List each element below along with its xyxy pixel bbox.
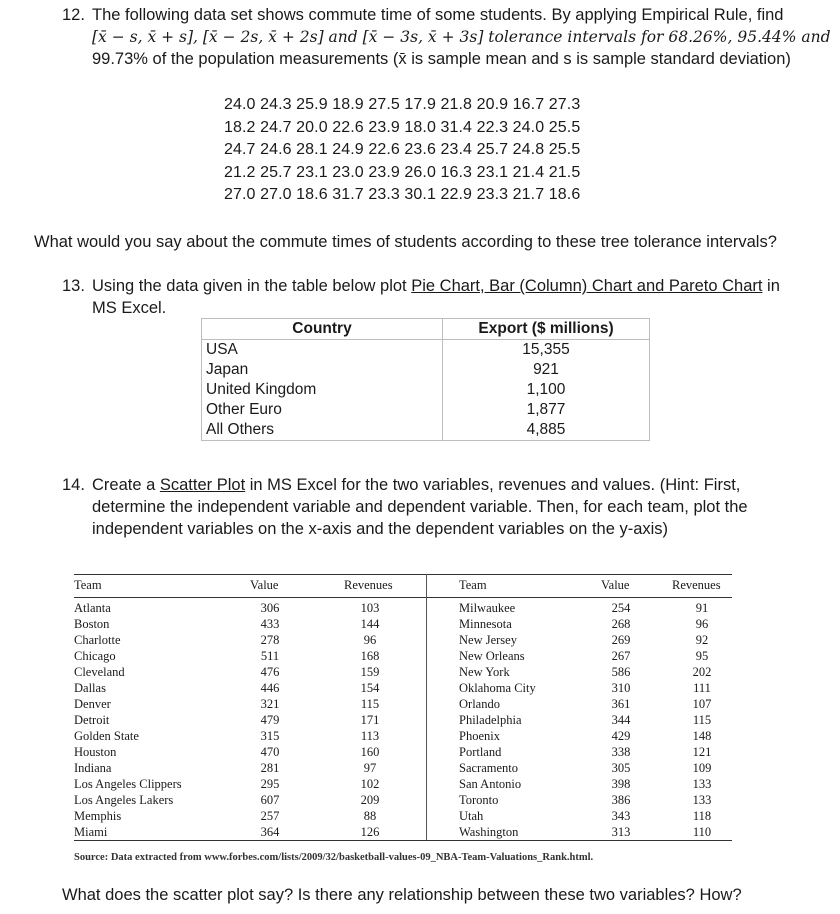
team-cell: Utah (459, 809, 484, 823)
team-cell: Orlando (459, 697, 500, 711)
q13-number: 13. (62, 277, 85, 295)
q13-text-before: Using the data given in the table below plot (92, 277, 412, 295)
q12-line1: The following data set shows commute time of some students. By applying Empirical Rule, find (92, 6, 784, 24)
commute-dataset (224, 94, 580, 207)
revenues-header: Revenues (344, 578, 393, 592)
table-bottom-rule (74, 840, 732, 841)
value-cell: 446 (260, 681, 280, 695)
value-cell: 361 (611, 697, 631, 711)
q14-text-before: Create a (92, 476, 160, 494)
value-cell: 344 (611, 713, 631, 727)
value-cell: 269 (611, 633, 631, 647)
revenue-cell: 92 (695, 633, 709, 647)
revenue-cell: 202 (692, 665, 712, 679)
revenue-cell: 171 (360, 713, 380, 727)
team-cell: Milwaukee (459, 601, 516, 615)
team-cell: Sacramento (459, 761, 519, 775)
q14-line1 (92, 474, 832, 496)
country-cell: USA (202, 340, 443, 361)
value-cell: 278 (260, 633, 280, 647)
q14-question: What does the scatter plot say? Is there any relationship between these two variables? How? (62, 886, 742, 904)
value-cell: 398 (611, 777, 631, 791)
value-cell: 470 (260, 745, 280, 759)
revenue-cell: 111 (693, 681, 711, 695)
dataset-row: 24.7 24.6 28.1 24.9 22.6 23.6 23.4 25.7 24.8 25.5 (224, 141, 581, 158)
revenue-cell: 144 (360, 617, 380, 631)
value-cell: 306 (260, 601, 280, 615)
dataset-row: 27.0 27.0 18.6 31.7 23.3 30.1 22.9 23.3 21.7 18.6 (224, 186, 581, 203)
table-row (202, 400, 650, 420)
revenue-cell: 88 (363, 809, 377, 823)
team-cell: Houston (74, 745, 117, 759)
left-revenue-column (342, 600, 398, 840)
revenue-cell: 96 (363, 633, 377, 647)
team-cell: Memphis (74, 809, 122, 823)
revenue-cell: 109 (692, 761, 712, 775)
dataset-row: 21.2 25.7 23.1 23.0 23.9 26.0 16.3 23.1 21.4 21.5 (224, 163, 581, 181)
q13-text-after: in (762, 277, 780, 295)
table-header-rule (74, 597, 732, 598)
revenue-cell: 118 (692, 809, 712, 823)
revenue-cell: 126 (360, 825, 380, 839)
q14-scatter-link[interactable]: Scatter Plot (159, 476, 246, 494)
team-cell: Phoenix (459, 729, 500, 743)
team-header: Team (459, 578, 487, 592)
revenue-cell: 154 (360, 681, 380, 695)
table-row (202, 380, 650, 400)
revenue-cell: 91 (695, 601, 709, 615)
revenue-cell: 121 (692, 745, 712, 759)
value-cell: 511 (260, 649, 280, 663)
q13-line1 (92, 275, 832, 297)
q12-line2 (92, 26, 832, 48)
export-cell: 1,100 (443, 380, 650, 400)
team-cell: Boston (74, 617, 110, 631)
country-header: Country (202, 319, 443, 340)
value-cell: 386 (611, 793, 631, 807)
country-cell: All Others (202, 420, 443, 441)
country-cell: Other Euro (202, 400, 443, 420)
team-cell: New Orleans (459, 649, 525, 663)
revenue-cell: 107 (692, 697, 712, 711)
value-cell: 476 (260, 665, 280, 679)
value-cell: 268 (611, 617, 631, 631)
team-cell: Minnesota (459, 617, 512, 631)
value-cell: 315 (260, 729, 280, 743)
team-cell: Charlotte (74, 633, 121, 647)
revenue-cell: 102 (360, 777, 380, 791)
dataset-row: 24.0 24.3 25.9 18.9 27.5 17.9 21.8 20.9 16.7 27.3 (224, 96, 581, 113)
left-value-column (250, 600, 290, 840)
value-cell: 267 (611, 649, 631, 663)
value-cell: 295 (260, 777, 280, 791)
country-export-table (201, 318, 650, 441)
revenue-cell: 160 (360, 745, 380, 759)
team-cell: New Jersey (459, 633, 517, 647)
value-cell: 321 (260, 697, 280, 711)
revenue-cell: 113 (360, 729, 380, 743)
value-cell: 364 (260, 825, 280, 839)
team-cell: Philadelphia (459, 713, 522, 727)
team-cell: Atlanta (74, 601, 111, 615)
value-cell: 254 (611, 601, 631, 615)
table-top-rule (74, 574, 732, 575)
q12-number: 12. (62, 6, 85, 24)
value-cell: 281 (260, 761, 280, 775)
team-cell: Indiana (74, 761, 112, 775)
left-team-column (74, 600, 244, 840)
table-divider (426, 574, 427, 840)
team-cell: Golden State (74, 729, 139, 743)
revenue-cell: 103 (360, 601, 380, 615)
revenue-cell: 97 (363, 761, 377, 775)
revenue-cell: 115 (360, 697, 380, 711)
table-row (202, 340, 650, 361)
country-cell: United Kingdom (202, 380, 443, 400)
team-cell: Portland (459, 745, 502, 759)
revenue-cell: 133 (692, 793, 712, 807)
value-cell: 343 (611, 809, 631, 823)
team-cell: Miami (74, 825, 108, 839)
q13-chart-link[interactable]: Pie Chart, Bar (Column) Chart and Pareto Chart (411, 277, 763, 295)
q12-intervals-text: [x̄ − s, x̄ + s], [x̄ − 2s, x̄ + 2s] and [x̄ − 3s, x̄ + 3s] tolerance intervals for 68.26%, 95.44% and (92, 28, 831, 46)
team-cell: Dallas (74, 681, 106, 695)
value-cell: 586 (611, 665, 631, 679)
team-cell: Denver (74, 697, 111, 711)
value-cell: 257 (260, 809, 280, 823)
team-header: Team (74, 578, 102, 592)
q13-line2: MS Excel. (92, 299, 167, 317)
revenue-cell: 115 (692, 713, 712, 727)
dataset-row: 18.2 24.7 20.0 22.6 23.9 18.0 31.4 22.3 24.0 25.5 (224, 118, 581, 136)
table-row (202, 360, 650, 380)
revenue-cell: 209 (360, 793, 380, 807)
team-cell: Washington (459, 825, 519, 839)
revenue-cell: 168 (360, 649, 380, 663)
value-cell: 310 (611, 681, 631, 695)
value-cell: 338 (611, 745, 631, 759)
table-row (202, 420, 650, 441)
country-cell: Japan (202, 360, 443, 380)
revenue-cell: 110 (692, 825, 712, 839)
q12-line3: 99.73% of the population measurements (x̄ is sample mean and s is sample standard deviation) (92, 50, 791, 68)
q14-line2: determine the independent variable and dependent variable. Then, for each team, plot the (92, 498, 748, 516)
team-cell: Detroit (74, 713, 110, 727)
right-revenue-column (672, 600, 732, 840)
team-cell: New York (459, 665, 510, 679)
revenue-cell: 96 (695, 617, 709, 631)
revenue-cell: 148 (692, 729, 712, 743)
q14-line3: independent variables on the x-axis and the dependent variables on the y-axis) (92, 520, 669, 538)
export-cell: 921 (443, 360, 650, 380)
revenues-header: Revenues (672, 578, 721, 592)
team-cell: Toronto (459, 793, 499, 807)
export-header: Export ($ millions) (443, 319, 650, 340)
value-cell: 313 (611, 825, 631, 839)
q14-number: 14. (62, 476, 85, 494)
revenue-cell: 133 (692, 777, 712, 791)
value-cell: 607 (260, 793, 280, 807)
revenue-cell: 95 (695, 649, 709, 663)
q12-question: What would you say about the commute times of students according to these tree tolerance intervals? (34, 233, 777, 251)
team-cell: Chicago (74, 649, 116, 663)
value-cell: 479 (260, 713, 280, 727)
export-cell: 1,877 (443, 400, 650, 420)
source-note: Source: Data extracted from www.forbes.com/lists/2009/32/basketball-values-09_NBA-Team-Valuations_Rank.html. (74, 852, 594, 863)
q14-text-after: in MS Excel for the two variables, revenues and values. (Hint: First, (245, 476, 741, 494)
value-header: Value (250, 578, 279, 592)
export-cell: 4,885 (443, 420, 650, 441)
value-cell: 429 (611, 729, 631, 743)
team-cell: San Antonio (459, 777, 522, 791)
team-cell: Los Angeles Lakers (74, 793, 174, 807)
team-cell: Cleveland (74, 665, 125, 679)
value-header: Value (601, 578, 630, 592)
team-cell: Los Angeles Clippers (74, 777, 182, 791)
right-team-column (459, 600, 589, 840)
revenue-cell: 159 (360, 665, 380, 679)
right-value-column (601, 600, 641, 840)
value-cell: 433 (260, 617, 280, 631)
team-cell: Oklahoma City (459, 681, 536, 695)
export-cell: 15,355 (443, 340, 650, 361)
value-cell: 305 (611, 761, 631, 775)
